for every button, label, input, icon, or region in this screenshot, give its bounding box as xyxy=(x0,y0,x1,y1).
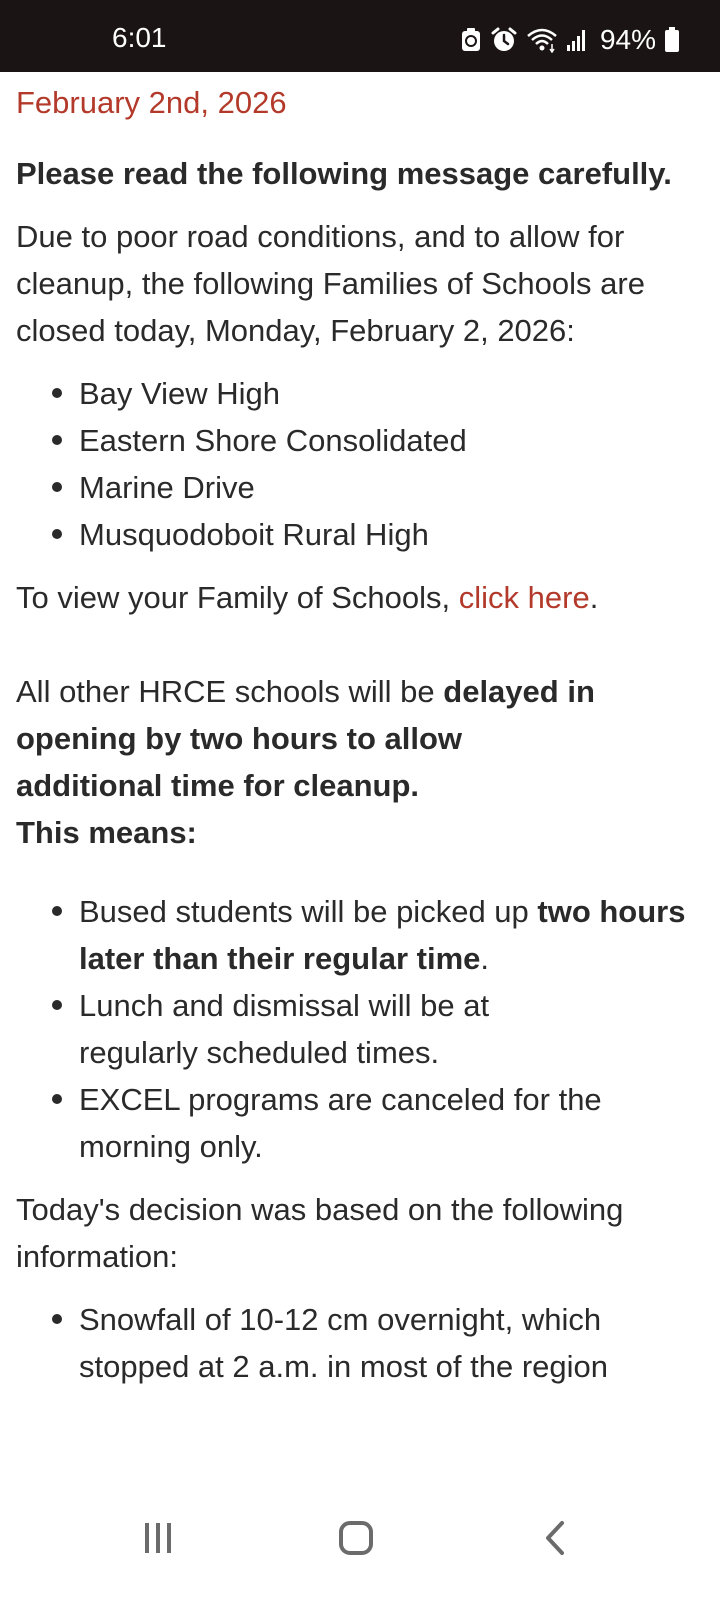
list-item: Snowfall of 10-12 cm overnight, which stopped at 2 a.m. in most of the region xyxy=(79,1296,639,1390)
decision-paragraph: Today's decision was based on the following information: xyxy=(16,1192,624,1274)
list-item: EXCEL programs are canceled for the morning only. xyxy=(79,1076,619,1170)
delay-prefix: All other HRCE schools will be xyxy=(16,674,444,709)
delay-paragraph xyxy=(16,668,616,809)
article-date: February 2nd, 2026 xyxy=(16,85,287,120)
view-family-paragraph xyxy=(16,574,706,621)
home-button[interactable] xyxy=(338,1520,374,1561)
list-item: Marine Drive xyxy=(79,464,706,511)
recents-icon xyxy=(140,1520,176,1556)
list-item: Bay View High xyxy=(79,370,706,417)
alarm-icon xyxy=(490,26,518,54)
bus-bold: two hours later than their regular time xyxy=(79,894,686,976)
back-button[interactable] xyxy=(538,1520,574,1561)
navigation-bar xyxy=(0,1490,720,1600)
article-content xyxy=(16,72,706,1390)
intro-heading: Please read the following message carefully. xyxy=(16,156,672,191)
back-icon xyxy=(538,1520,574,1556)
this-means-label: This means: xyxy=(16,815,197,850)
delay-bold: delayed in opening by two hours to allow additional time for cleanup. xyxy=(16,674,595,803)
bus-prefix: Bused students will be picked up xyxy=(79,894,538,929)
list-item: Eastern Shore Consolidated xyxy=(79,417,706,464)
closed-schools-list xyxy=(16,370,706,558)
battery-percentage: 94% xyxy=(599,24,656,55)
wifi-icon xyxy=(526,27,558,53)
list-item: Musquodoboit Rural High xyxy=(79,511,706,558)
battery-icon xyxy=(664,27,680,53)
click-here-link[interactable]: click here xyxy=(458,580,590,615)
recents-button[interactable] xyxy=(140,1520,176,1561)
status-icons xyxy=(460,26,680,54)
signal-icon xyxy=(566,28,588,52)
list-item xyxy=(79,888,706,982)
delay-points-list xyxy=(16,888,706,1170)
status-bar xyxy=(0,0,720,72)
home-icon xyxy=(338,1520,374,1556)
view-prefix: To view your Family of Schools, xyxy=(16,580,459,615)
recycle-icon xyxy=(460,27,482,53)
view-suffix: . xyxy=(589,580,599,615)
closure-paragraph: Due to poor road conditions, and to allow for cleanup, the following Families of Schools are closed today, Monday, February 2, 2026: xyxy=(16,219,645,348)
decision-points-list xyxy=(16,1296,706,1390)
status-time: 6:01 xyxy=(112,22,167,53)
list-item: Lunch and dismissal will be at regularly scheduled times. xyxy=(79,982,499,1076)
bus-suffix: . xyxy=(480,941,490,976)
